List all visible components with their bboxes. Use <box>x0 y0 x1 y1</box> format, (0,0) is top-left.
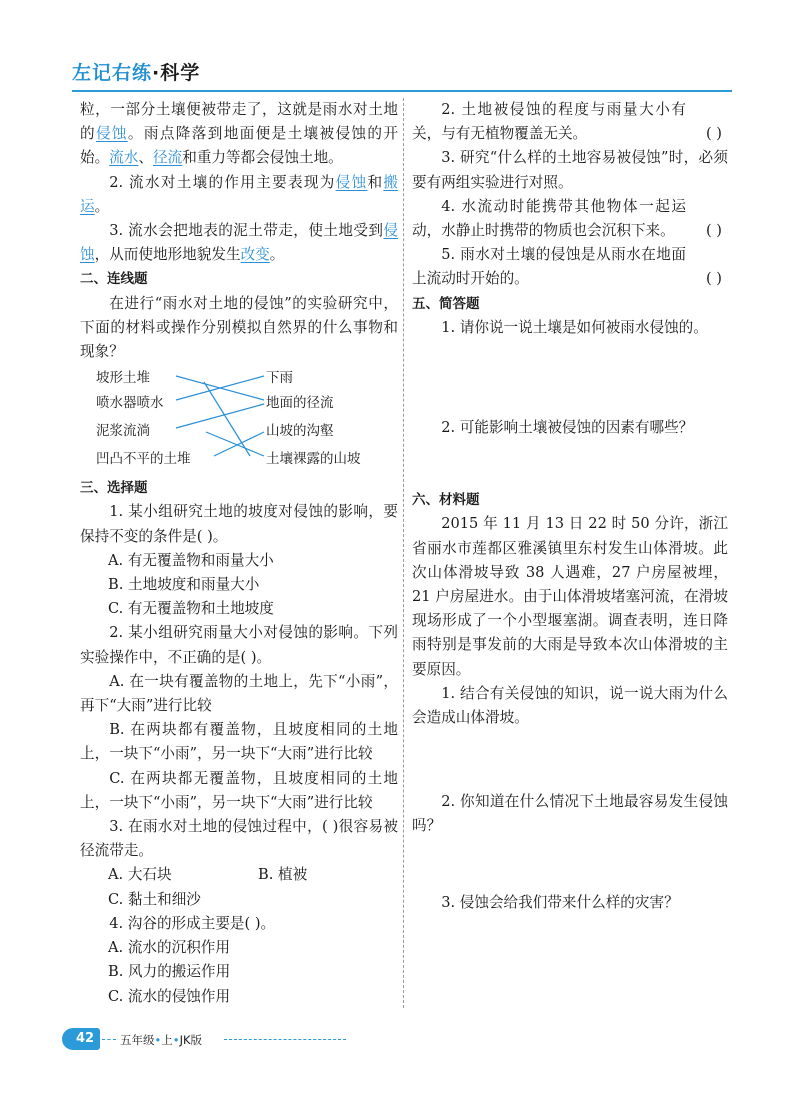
page-number-badge <box>62 1028 100 1050</box>
left-column <box>80 98 398 1009</box>
match-left-2: 喷水器喷水 <box>96 395 164 412</box>
column-divider <box>403 98 404 1008</box>
tf-4-bracket: ( ) <box>705 222 722 240</box>
match-right-4: 土壤裸露的山坡 <box>266 451 361 468</box>
fill-question-2: 2. 流水对土壤的作用主要表现为侵蚀和搬运。 <box>80 173 398 215</box>
choice-question-1: 1. 某小组研究土地的坡度对侵蚀的影响，要保持不变的条件是( )。 <box>80 503 398 545</box>
section-title-matching: 二、连线题 <box>80 271 148 288</box>
tf-question-3: 3. 研究“什么样的土地容易被侵蚀”时，必须要有两组实验进行对照。 <box>412 149 728 191</box>
material-question-2: 2. 你知道在什么情况下土地最容易发生侵蚀吗？ <box>412 793 728 835</box>
tf-2-bracket: ( ) <box>705 125 722 143</box>
page-header <box>72 58 732 86</box>
choice-1-option-a: A. 有无覆盖物和雨量大小 <box>108 551 274 569</box>
section-title-short-answer: 五、简答题 <box>412 295 480 312</box>
choice-3-option-b: B. 植被 <box>258 866 308 884</box>
footer-grade: 五年级•上•JK版 <box>120 1033 203 1047</box>
material-passage: 2015 年 11 月 13 日 22 时 50 分许，浙江省丽水市莲都区雅溪镇里东村发生山体滑坡。此次山体滑坡导致 38 人遇难，27 户房屋被埋，21 户房屋进水。由于山体滑坡堵塞河流，在滑坡现场形成了一个小型堰塞湖。调查表明，连日降雨特别是事发前的大雨是导致本次山体滑坡的主要原因。 <box>412 515 728 678</box>
material-question-3: 3. 侵蚀会给我们带来什么样的灾害？ <box>441 893 679 911</box>
header-rule <box>72 90 732 92</box>
section-title-material: 六、材料题 <box>412 492 480 509</box>
tf-5-bracket: ( ) <box>705 270 722 288</box>
match-left-1: 坡形土堆 <box>96 370 150 387</box>
choice-question-3: 3. 在雨水对土地的侵蚀过程中，( )很容易被径流带走。 <box>80 818 398 860</box>
choice-4-option-a: A. 流水的沉积作用 <box>108 939 230 957</box>
brand-title: 左记右练·科学 <box>72 62 201 84</box>
tf-question-5: 5. 雨水对土壤的侵蚀是从雨水在地面上流动时开始的。 ( ) <box>412 243 728 291</box>
tf-question-4: 4. 水流动时能携带其他物体一起运动，水静止时携带的物质也会沉积下来。 ( ) <box>412 195 728 243</box>
choice-3-option-a: A. 大石块 <box>108 866 172 884</box>
matching-intro: 在进行“雨水对土地的侵蚀”的实验研究中，下面的材料或操作分别模拟自然界的什么事物和现象？ <box>80 294 398 361</box>
match-right-3: 山坡的沟壑 <box>266 423 334 440</box>
choice-1-option-c: C. 有无覆盖物和土地坡度 <box>108 600 274 618</box>
footer-dots-left <box>102 1039 116 1040</box>
match-right-1: 下雨 <box>266 370 293 387</box>
page-number: 42 <box>76 1031 95 1046</box>
match-left-4: 凹凸不平的土堆 <box>96 451 191 468</box>
material-question-1: 1. 结合有关侵蚀的知识，说一说大雨为什么会造成山体滑坡。 <box>412 684 728 727</box>
choice-2-option-a: A. 在一块有覆盖物的土地上，先下“小雨”，再下“大雨”进行比较 <box>80 672 398 715</box>
choice-3-options-ab <box>80 863 398 887</box>
section-title-choice: 三、选择题 <box>80 480 148 497</box>
short-answer-1: 1. 请你说一说土壤是如何被雨水侵蚀的。 <box>441 318 708 336</box>
choice-2-option-b: B. 在两块都有覆盖物，且坡度相同的土地上，一块下“小雨”，另一块下“大雨”进行比较 <box>80 721 398 763</box>
choice-2-option-c: C. 在两块都无覆盖物，且坡度相同的土地上，一块下“小雨”，另一块下“大雨”进行比较 <box>80 769 398 811</box>
footer-dots-right <box>224 1039 346 1040</box>
match-left-3: 泥浆流淌 <box>96 423 150 440</box>
fill-question-3: 3. 流水会把地表的泥土带走，使土地受到侵蚀，从而使地形地貌发生改变。 <box>80 222 398 264</box>
choice-1-option-b: B. 土地坡度和雨量大小 <box>108 576 260 594</box>
choice-4-option-c: C. 流水的侵蚀作用 <box>108 987 231 1005</box>
choice-4-option-b: B. 风力的搬运作用 <box>108 963 231 981</box>
match-right-2: 地面的径流 <box>266 395 334 412</box>
short-answer-2: 2. 可能影响土壤被侵蚀的因素有哪些？ <box>441 419 694 437</box>
right-column <box>412 98 728 915</box>
choice-question-4: 4. 沟谷的形成主要是( )。 <box>109 914 276 932</box>
choice-3-option-c: C. 黏土和细沙 <box>108 890 201 908</box>
matching-diagram <box>96 366 398 474</box>
page-footer <box>62 1028 362 1052</box>
choice-question-2: 2. 某小组研究雨量大小对侵蚀的影响。下列实验操作中，不正确的是( )。 <box>80 624 398 666</box>
tf-question-2: 2. 土地被侵蚀的程度与雨量大小有关，与有无植物覆盖无关。 ( ) <box>412 98 728 146</box>
fill-paragraph-1: 粒，一部分土壤便被带走了，这就是雨水对土地的侵蚀。雨点降落到地面便是土壤被侵蚀的开始。流水、径流和重力等都会侵蚀土地。 <box>80 101 398 167</box>
